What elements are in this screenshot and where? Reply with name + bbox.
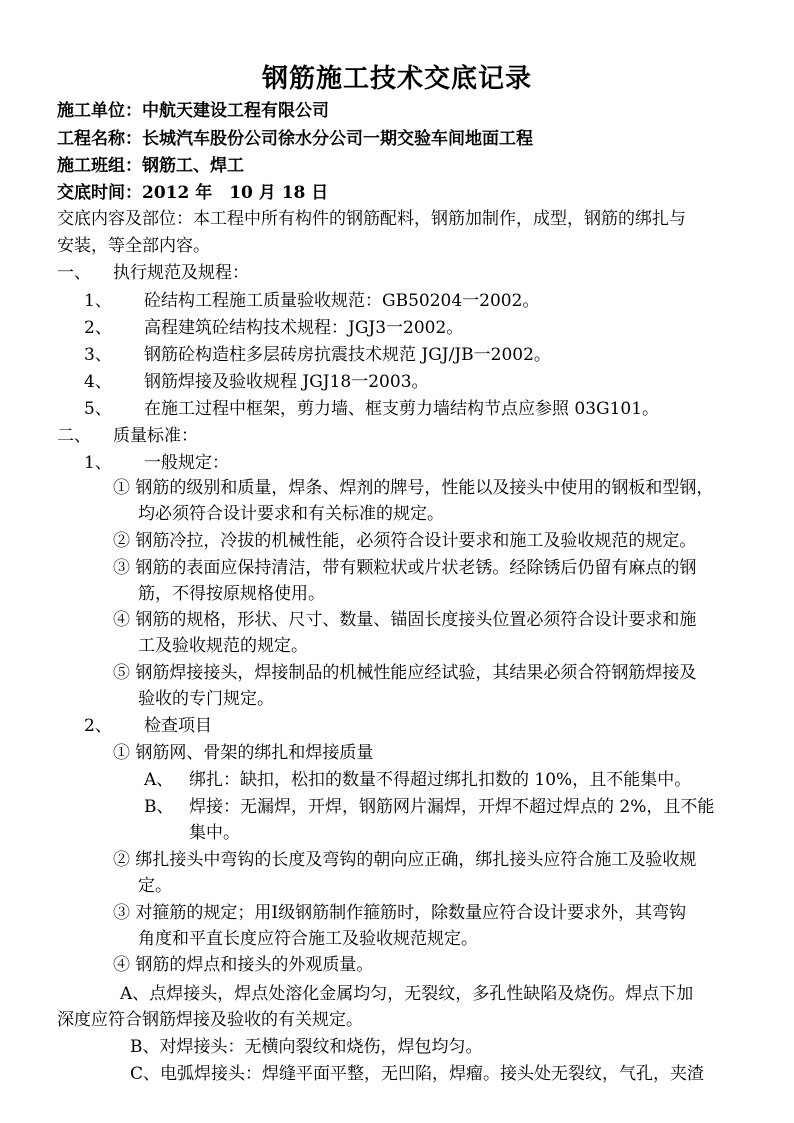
scope-line-1: 交底内容及部位：本工程中所有构件的钢筋配料，钢筋加制作，成型，钢筋的绑扎与 — [57, 209, 686, 229]
work-team-label: 施工班组： — [57, 156, 142, 176]
section-1-heading — [57, 260, 249, 286]
general-rules-number: 1、 — [84, 453, 112, 473]
work-team-line — [57, 153, 244, 179]
section-2-heading — [57, 423, 198, 449]
inspection-items-number: 2、 — [84, 716, 112, 736]
general-rule-1-line-1: ① 钢筋的级别和质量，焊条、焊剂的牌号，性能以及接头中使用的钢板和型钢， — [113, 478, 714, 498]
check-item-4a-line-2: 深度应符合钢筋焊接及验收的有关规定。 — [57, 1010, 363, 1030]
spec-item-number: 4、 — [84, 372, 112, 392]
general-rule-2: ② 钢筋冷拉，冷拔的机械性能，必须符合设计要求和施工及验收规范的规定。 — [113, 531, 697, 551]
briefing-time-line — [57, 180, 328, 206]
spec-item-number: 1、 — [84, 291, 112, 311]
general-rule-3-line-2: 筋，不得按原规格使用。 — [138, 584, 325, 604]
spec-item-text: 砼结构工程施工质量验收规范：GB50204一2002。 — [144, 291, 540, 311]
section-1-number: 一、 — [57, 263, 91, 283]
check-item-1a-text: 绑扎：缺扣，松扣的数量不得超过绑扎扣数的 10%，且不能集中。 — [189, 770, 692, 790]
briefing-time-label: 交底时间： — [57, 183, 142, 203]
check-item-1a-number: A、 — [144, 770, 174, 790]
inspection-items-heading — [84, 713, 212, 739]
spec-item — [84, 288, 539, 314]
spec-item — [84, 315, 463, 341]
work-team-value: 钢筋工、焊工 — [142, 156, 244, 176]
inspection-items-title: 检查项目 — [144, 716, 212, 736]
check-item-1: ① 钢筋网、骨架的绑扎和焊接质量 — [113, 743, 374, 763]
check-item-3-line-2: 角度和平直长度应符合施工及验收规范规定。 — [138, 929, 478, 949]
construction-unit-label: 施工单位： — [57, 101, 142, 121]
check-item-4a-line-1: A、点焊接头，焊点处溶化金属均匀，无裂纹，多孔性缺陷及烧伤。焊点下加 — [120, 984, 694, 1004]
check-item-3-line-1: ③ 对箍筋的规定；用Ⅰ级钢筋制作箍筋时，除数量应符合设计要求外，其弯钩 — [113, 903, 687, 923]
section-2-number: 二、 — [57, 426, 91, 446]
spec-item-text: 钢筋砼构造柱多层砖房抗震技术规范 JGJ/JB一2002。 — [144, 345, 551, 365]
section-2-title: 质量标准： — [113, 426, 198, 446]
project-name-value: 长城汽车股份公司徐水分公司一期交验车间地面工程 — [142, 129, 533, 149]
check-item-1b-continued: 集中。 — [189, 823, 240, 843]
general-rule-4-line-1: ④ 钢筋的规格，形状、尺寸、数量、锚固长度接头位置必须符合设计要求和施 — [113, 610, 697, 630]
spec-item-number: 5、 — [84, 399, 112, 419]
check-item-1b-text: 焊接：无漏焊，开焊，钢筋网片漏焊，开焊不超过焊点的 2%，且不能 — [189, 797, 715, 817]
check-item-1a — [144, 767, 691, 793]
general-rule-3-line-1: ③ 钢筋的表面应保持清洁，带有颗粒状或片状老锈。经除锈后仍留有麻点的钢 — [113, 558, 697, 578]
general-rules-heading — [84, 450, 229, 476]
scope-line-2: 安装，等全部内容。 — [57, 236, 210, 256]
spec-item-text: 钢筋焊接及验收规程 JGJ18一2003。 — [144, 372, 429, 392]
spec-item-text: 在施工过程中框架，剪力墙、框支剪力墙结构节点应参照 03G101。 — [144, 399, 660, 419]
general-rule-1-line-2: 均必须符合设计要求和有关标准的规定。 — [138, 504, 444, 524]
spec-item — [84, 396, 659, 422]
construction-unit-line — [57, 98, 329, 124]
spec-item-number: 3、 — [84, 345, 112, 365]
spec-item — [84, 369, 429, 395]
check-item-4c: C、电弧焊接头：焊缝平面平整，无凹陷，焊瘤。接头处无裂纹，气孔，夹渣 — [130, 1064, 705, 1084]
check-item-2-line-2: 定。 — [138, 876, 172, 896]
section-1-title: 执行规范及规程： — [113, 263, 249, 283]
construction-unit-value: 中航天建设工程有限公司 — [142, 101, 329, 121]
check-item-4: ④ 钢筋的焊点和接头的外观质量。 — [113, 955, 374, 975]
general-rule-5-line-1: ⑤ 钢筋焊接接头，焊接制品的机械性能应经试验，其结果必须合符钢筋焊接及 — [113, 663, 697, 683]
document-title: 钢筋施工技术交底记录 — [261, 64, 532, 94]
general-rule-4-line-2: 工及验收规范的规定。 — [138, 636, 308, 656]
spec-item — [84, 342, 551, 368]
spec-item-text: 高程建筑砼结构技术规程：JGJ3一2002。 — [144, 318, 464, 338]
check-item-1b-number: B、 — [144, 797, 174, 817]
briefing-time-value: 2012 年 10 月 18 日 — [142, 183, 329, 203]
spec-item-number: 2、 — [84, 318, 112, 338]
check-item-1b — [144, 794, 714, 820]
check-item-4b: B、对焊接头：无横向裂纹和烧伤，焊包均匀。 — [130, 1037, 483, 1057]
project-name-line — [57, 126, 533, 152]
general-rules-title: 一般规定： — [144, 453, 229, 473]
general-rule-5-line-2: 验收的专门规定。 — [138, 689, 274, 709]
project-name-label: 工程名称： — [57, 129, 142, 149]
check-item-2-line-1: ② 绑扎接头中弯钩的长度及弯钩的朝向应正确，绑扎接头应符合施工及验收规 — [113, 850, 697, 870]
